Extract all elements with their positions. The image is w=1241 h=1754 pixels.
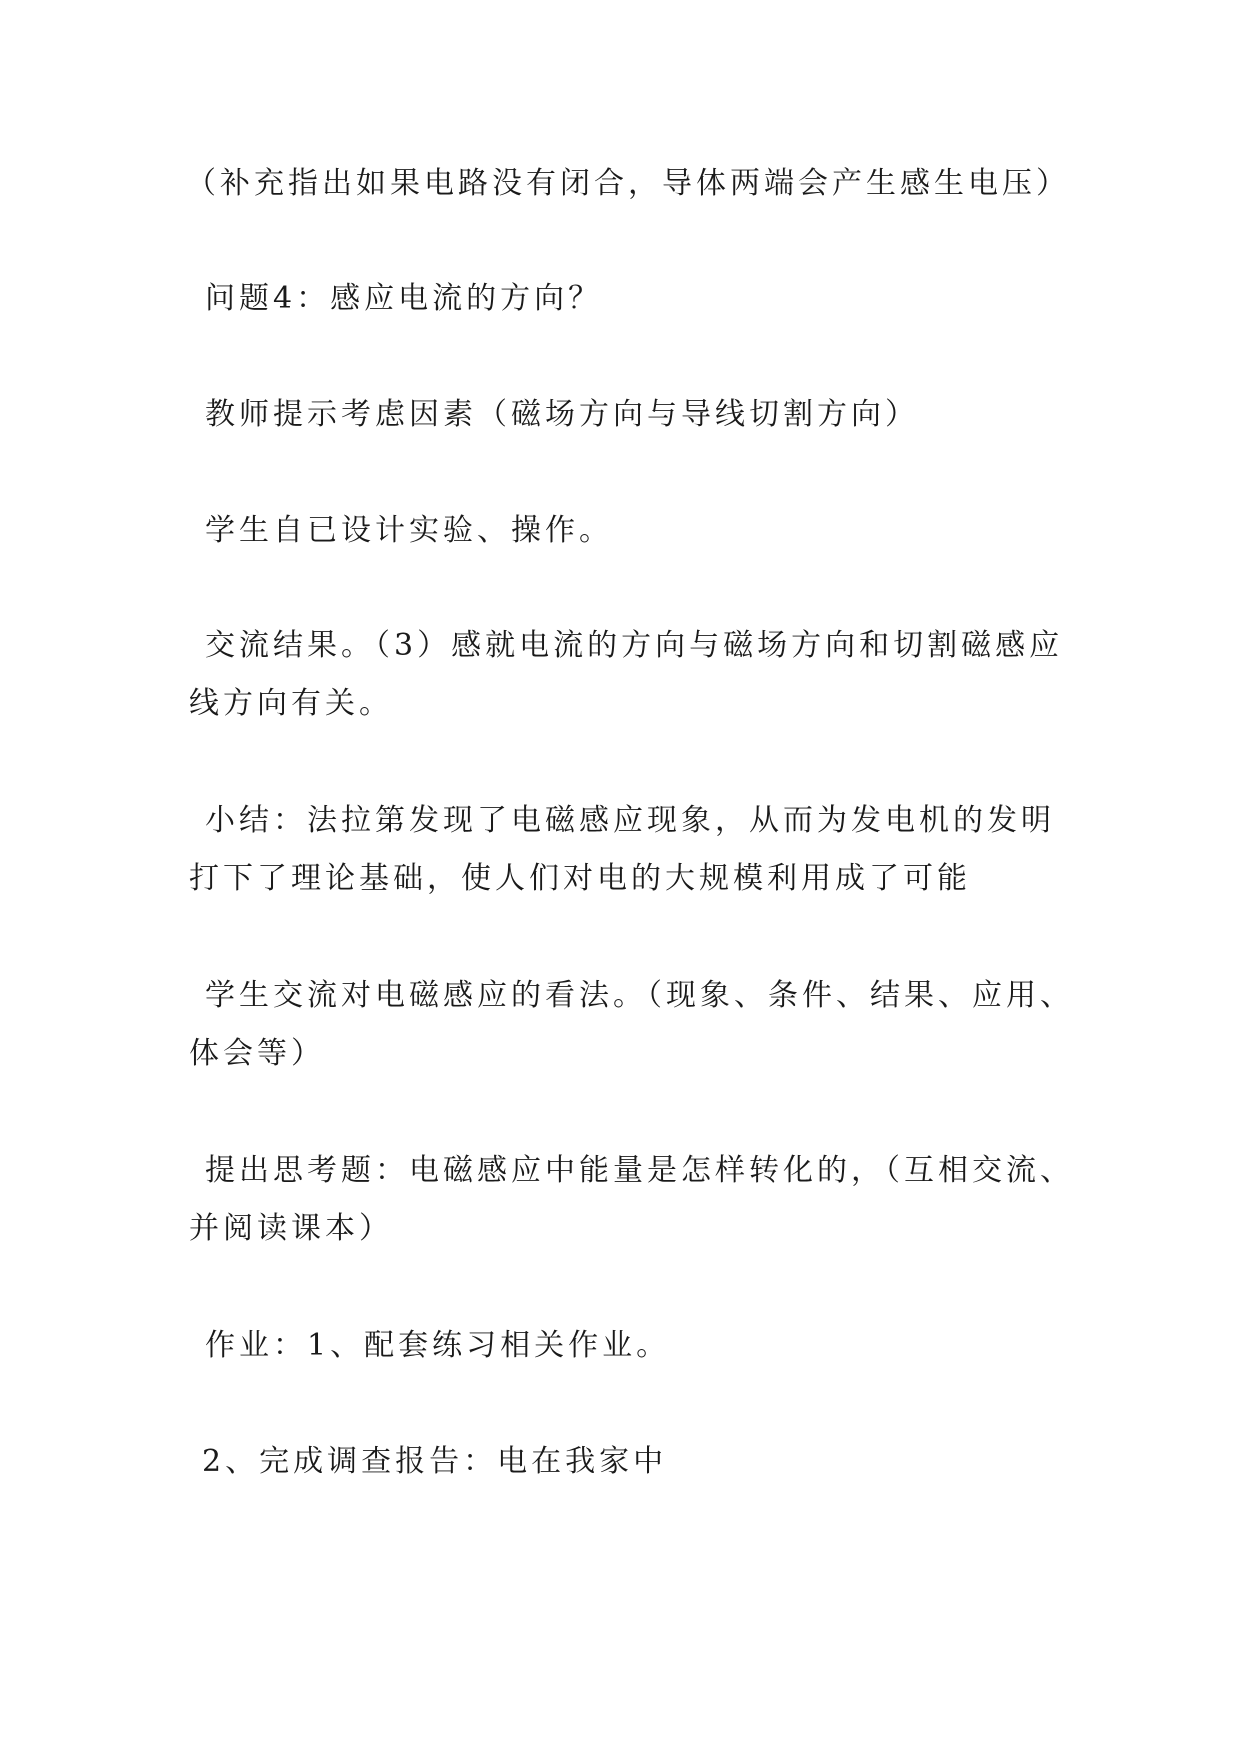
paragraph-line: 交流结果。（3）感就电流的方向与磁场方向和切割磁感应 — [205, 628, 1064, 663]
paragraph-line: 小结：法拉第发现了电磁感应现象，从而为发电机的发明 — [205, 803, 1055, 838]
paragraph-line: 学生交流对电磁感应的看法。（现象、条件、结果、应用、 — [205, 978, 1074, 1013]
paragraph-thinking-question — [189, 1142, 1085, 1258]
paragraph-line: 教师提示考虑因素（磁场方向与导线切割方向） — [205, 397, 919, 432]
paragraph-teacher-hint — [205, 386, 1085, 444]
paragraph-homework-2 — [202, 1433, 1082, 1491]
paragraph-summary — [189, 792, 1085, 908]
paragraph-student-experiment — [205, 502, 1085, 560]
paragraph-line: 问题4：感应电流的方向？ — [205, 281, 603, 316]
paragraph-line: （补充指出如果电路没有闭合，导体两端会产生感生电压） — [186, 166, 1070, 201]
paragraph-line: 并阅读课本） — [189, 1211, 393, 1246]
paragraph-line: 打下了理论基础，使人们对电的大规模利用成了可能 — [189, 861, 971, 896]
paragraph-homework — [205, 1317, 1085, 1375]
paragraph-line: 学生自已设计实验、操作。 — [205, 513, 613, 548]
paragraph-question-4 — [205, 270, 1085, 328]
paragraph-supplement-note — [186, 155, 1070, 213]
paragraph-exchange-results — [189, 617, 1085, 733]
paragraph-line: 作业：1、配套练习相关作业。 — [205, 1328, 671, 1363]
paragraph-line: 线方向有关。 — [189, 686, 393, 721]
paragraph-student-views — [189, 967, 1085, 1083]
paragraph-line: 体会等） — [189, 1036, 325, 1071]
paragraph-line: 提出思考题：电磁感应中能量是怎样转化的，（互相交流、 — [205, 1153, 1074, 1188]
paragraph-line: 2、完成调查报告：电在我家中 — [202, 1444, 668, 1479]
